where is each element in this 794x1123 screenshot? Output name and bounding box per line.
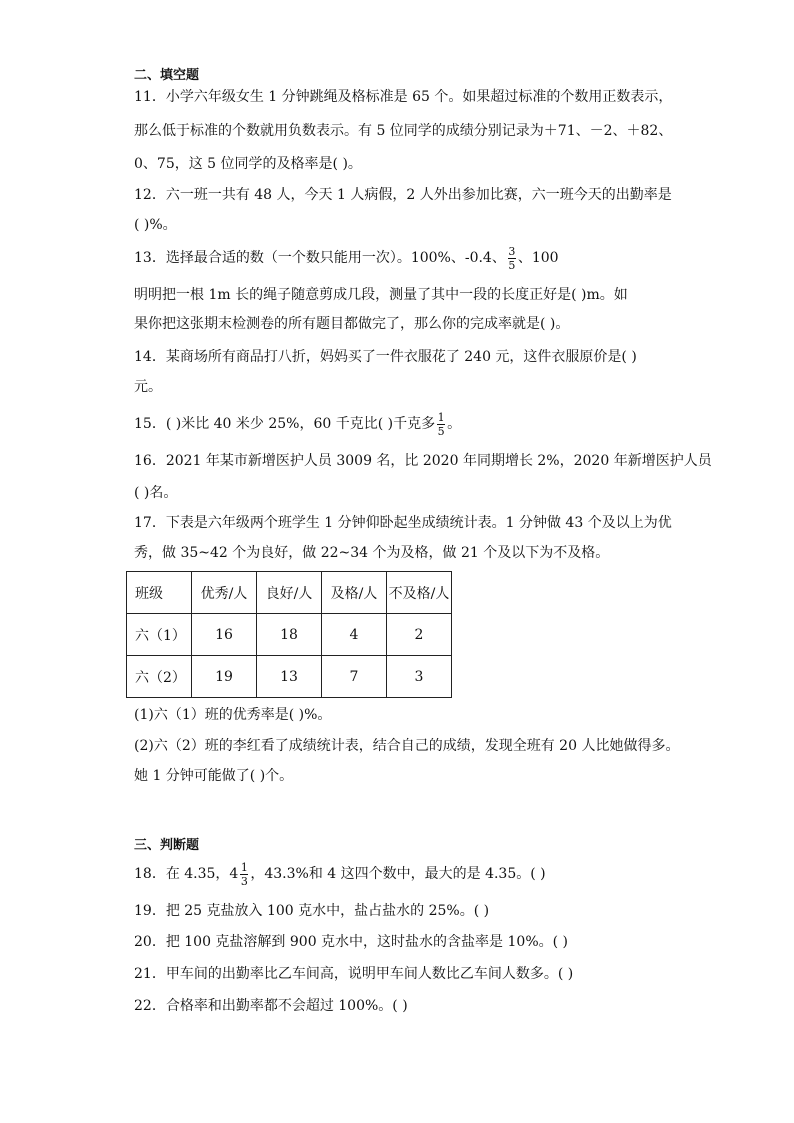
q17-sub-2: (2)六（2）班的李红看了成绩统计表，结合自己的成绩，发现全班有 20 人比她做得多。 (134, 738, 680, 754)
q13-fraction-numerator: 3 (508, 244, 516, 258)
q11-line-2: 那么低于标准的个数就用负数表示。有 5 位同学的成绩分别记录为＋71、－2、＋82、 (134, 123, 673, 139)
q15-fraction-numerator: 1 (437, 410, 445, 424)
q18-fraction-numerator: 1 (240, 860, 248, 874)
q22-line: 22．合格率和出勤率都不会超过 100%。( ) (134, 998, 408, 1014)
q15-text-post: 。 (447, 416, 462, 432)
table-header-row (127, 572, 452, 614)
q13-line-1 (134, 242, 559, 274)
q13-text-pre: 13．选择最合适的数（一个数只能用一次）。100%、-0.4、 (134, 250, 506, 266)
q12-line-1: 12．六一班一共有 48 人，今天 1 人病假，2 人外出参加比赛，六一班今天的出勤率是 (134, 187, 672, 203)
table-cell: 4 (322, 614, 387, 656)
table-header-cell: 班级 (127, 572, 192, 614)
q11-line-1: 11．小学六年级女生 1 分钟跳绳及格标准是 65 个。如果超过标准的个数用正数表示， (134, 89, 673, 105)
table-cell: 16 (192, 614, 257, 656)
table-cell: 7 (322, 656, 387, 698)
q15-fraction (437, 412, 445, 437)
q17-sub-1: (1)六（1）班的优秀率是( )%。 (134, 707, 332, 723)
q14-line-2: 元。 (134, 379, 162, 395)
table-cell: 3 (387, 656, 452, 698)
q20-line: 20．把 100 克盐溶解到 900 克水中，这时盐水的含盐率是 10%。( ) (134, 934, 568, 950)
q16-line-1: 16．2021 年某市新增医护人员 3009 名，比 2020 年同期增长 2%，2020 年新增医护人员 (134, 453, 712, 469)
q14-line-1: 14．某商场所有商品打八折，妈妈买了一件衣服花了 240 元，这件衣服原价是( ) (134, 349, 637, 365)
table-header-cell: 优秀/人 (192, 572, 257, 614)
q13-line-3: 果你把这张期末检测卷的所有题目都做完了，那么你的完成率就是( )。 (134, 316, 570, 332)
q18-text-post: ，43.3%和 4 这四个数中，最大的是 4.35。( ) (250, 866, 546, 882)
section-title-fill: 二、填空题 (134, 68, 200, 83)
score-table (126, 571, 452, 698)
q18-line (134, 858, 546, 890)
table-row (127, 656, 452, 698)
q18-fraction (240, 862, 248, 887)
q13-line-2: 明明把一根 1m 长的绳子随意剪成几段，测量了其中一段的长度正好是( )m。如 (134, 287, 628, 303)
table-header-cell: 及格/人 (322, 572, 387, 614)
q18-fraction-denominator: 3 (240, 874, 248, 888)
q15-text-pre: 15．( )米比 40 米少 25%，60 千克比( )千克多 (134, 416, 436, 432)
table-cell: 六（1） (127, 614, 192, 656)
q13-fraction-denominator: 5 (508, 258, 516, 272)
q17-line-2: 秀，做 35~42 个为良好，做 22~34 个为及格，做 21 个及以下为不及格。 (134, 545, 610, 561)
table-header-cell: 不及格/人 (387, 572, 452, 614)
table-cell: 13 (257, 656, 322, 698)
q17-line-1: 17．下表是六年级两个班学生 1 分钟仰卧起坐成绩统计表。1 分钟做 43 个及以上为优 (134, 515, 672, 531)
table-header-cell: 良好/人 (257, 572, 322, 614)
section-title-judge: 三、判断题 (134, 838, 200, 853)
q11-line-3: 0、75，这 5 位同学的及格率是( )。 (134, 156, 362, 172)
q12-line-2: ( )%。 (134, 217, 177, 233)
table-row (127, 614, 452, 656)
q19-line: 19．把 25 克盐放入 100 克水中，盐占盐水的 25%。( ) (134, 903, 490, 919)
q13-fraction (508, 246, 516, 271)
q16-line-2: ( )名。 (134, 485, 178, 501)
q18-text-pre: 18．在 4.35，4 (134, 866, 239, 882)
table-cell: 18 (257, 614, 322, 656)
q21-line: 21．甲车间的出勤率比乙车间高，说明甲车间人数比乙车间人数多。( ) (134, 966, 574, 982)
table-cell: 2 (387, 614, 452, 656)
q15-line (134, 408, 461, 440)
table-cell: 六（2） (127, 656, 192, 698)
table-cell: 19 (192, 656, 257, 698)
q13-text-post: 、100 (517, 250, 559, 266)
q15-fraction-denominator: 5 (437, 424, 445, 438)
q17-sub-3: 她 1 分钟可能做了( )个。 (134, 768, 294, 784)
